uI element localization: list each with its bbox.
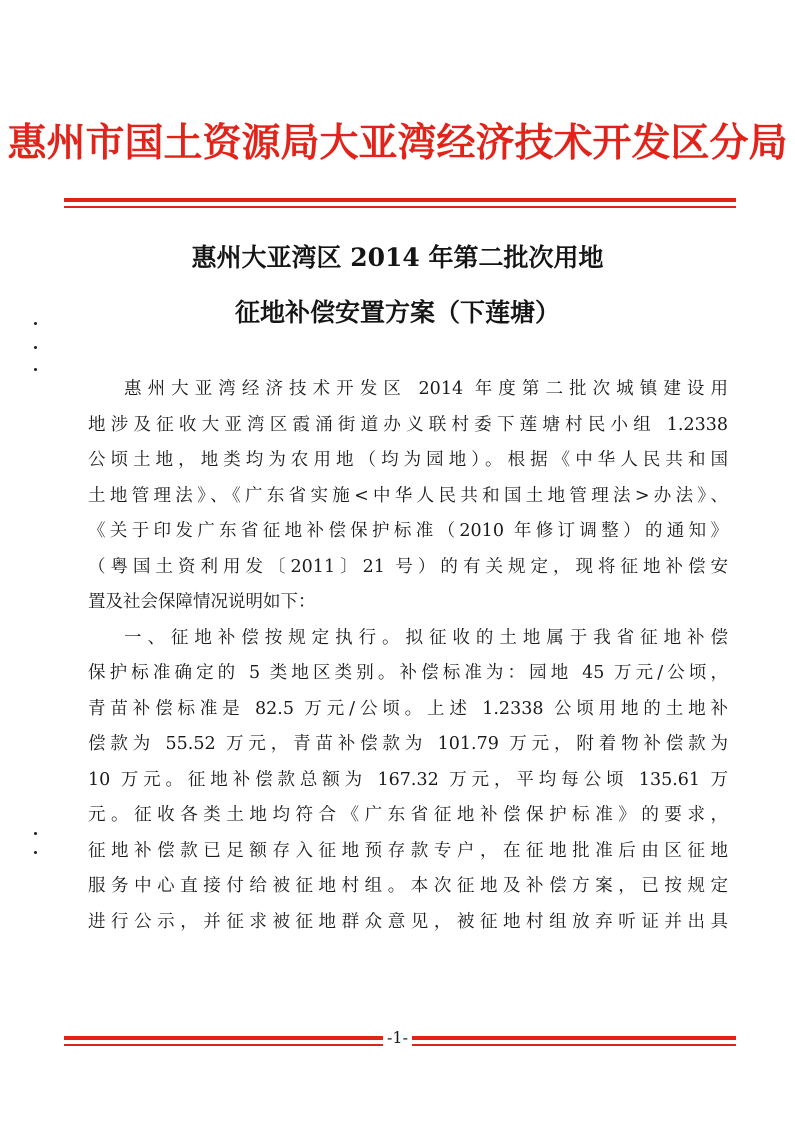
body-line: 《关于印发广东省征地补偿保护标准（2010 年修订调整）的通知》 bbox=[88, 521, 728, 541]
body-line: 地涉及征收大亚湾区霞涌街道办义联村委下莲塘村民小组 1.2338 bbox=[88, 414, 728, 435]
body-line: 偿款为 55.52 万元，青苗补偿款为 101.79 万元，附着物补偿款为 bbox=[88, 734, 728, 754]
letterhead-rule-thin bbox=[64, 206, 736, 208]
page-number bbox=[0, 1028, 795, 1047]
body-line: 征地补偿款已足额存入征地预存款专户，在征地批准后由区征地 bbox=[88, 840, 728, 861]
body-line: 一、征地补偿按规定执行。拟征收的土地属于我省征地补偿 bbox=[124, 627, 728, 648]
document-body bbox=[88, 372, 728, 940]
binding-mark bbox=[34, 368, 37, 371]
binding-mark bbox=[34, 322, 37, 325]
body-line: 青苗补偿标准是 82.5 万元/公顷。上述 1.2338 公顷用地的土地补 bbox=[88, 698, 728, 719]
letterhead-office-name: 惠州市国土资源局大亚湾经济技术开发区分局 bbox=[7, 120, 788, 166]
page-number-text: -1- bbox=[383, 1028, 412, 1047]
binding-mark bbox=[34, 851, 37, 854]
binding-mark bbox=[34, 832, 37, 835]
binding-mark bbox=[34, 346, 37, 349]
body-line: 公顷土地，地类均为农用地（均为园地）。根据《中华人民共和国 bbox=[88, 450, 728, 470]
document-title-line-1: 惠州大亚湾区 2014 年第二批次用地 bbox=[191, 243, 604, 272]
body-line: 元。征收各类土地均符合《广东省征地补偿保护标准》的要求， bbox=[88, 805, 728, 825]
body-line: （粤国土资利用发〔2011〕21 号）的有关规定，现将征地补偿安 bbox=[88, 556, 728, 577]
body-line: 10 万元。征地补偿款总额为 167.32 万元，平均每公顷 135.61 万 bbox=[88, 769, 728, 790]
body-line: 惠州大亚湾经济技术开发区 2014 年度第二批次城镇建设用 bbox=[124, 379, 728, 399]
body-line: 进行公示，并征求被征地群众意见，被征地村组放弃听证并出具 bbox=[88, 911, 728, 932]
document-title-line-2: 征地补偿安置方案（下莲塘） bbox=[234, 298, 560, 327]
body-line: 置及社会保障情况说明如下： bbox=[88, 592, 316, 612]
letterhead-rule-thick bbox=[64, 198, 736, 202]
body-line: 土地管理法》、《广东省实施<中华人民共和国土地管理法>办法》、 bbox=[88, 485, 728, 506]
body-line: 服务中心直接付给被征地村组。本次征地及补偿方案，已按规定 bbox=[88, 876, 728, 896]
body-line: 保护标准确定的 5 类地区类别。补偿标准为：园地 45 万元/公顷， bbox=[88, 663, 728, 683]
